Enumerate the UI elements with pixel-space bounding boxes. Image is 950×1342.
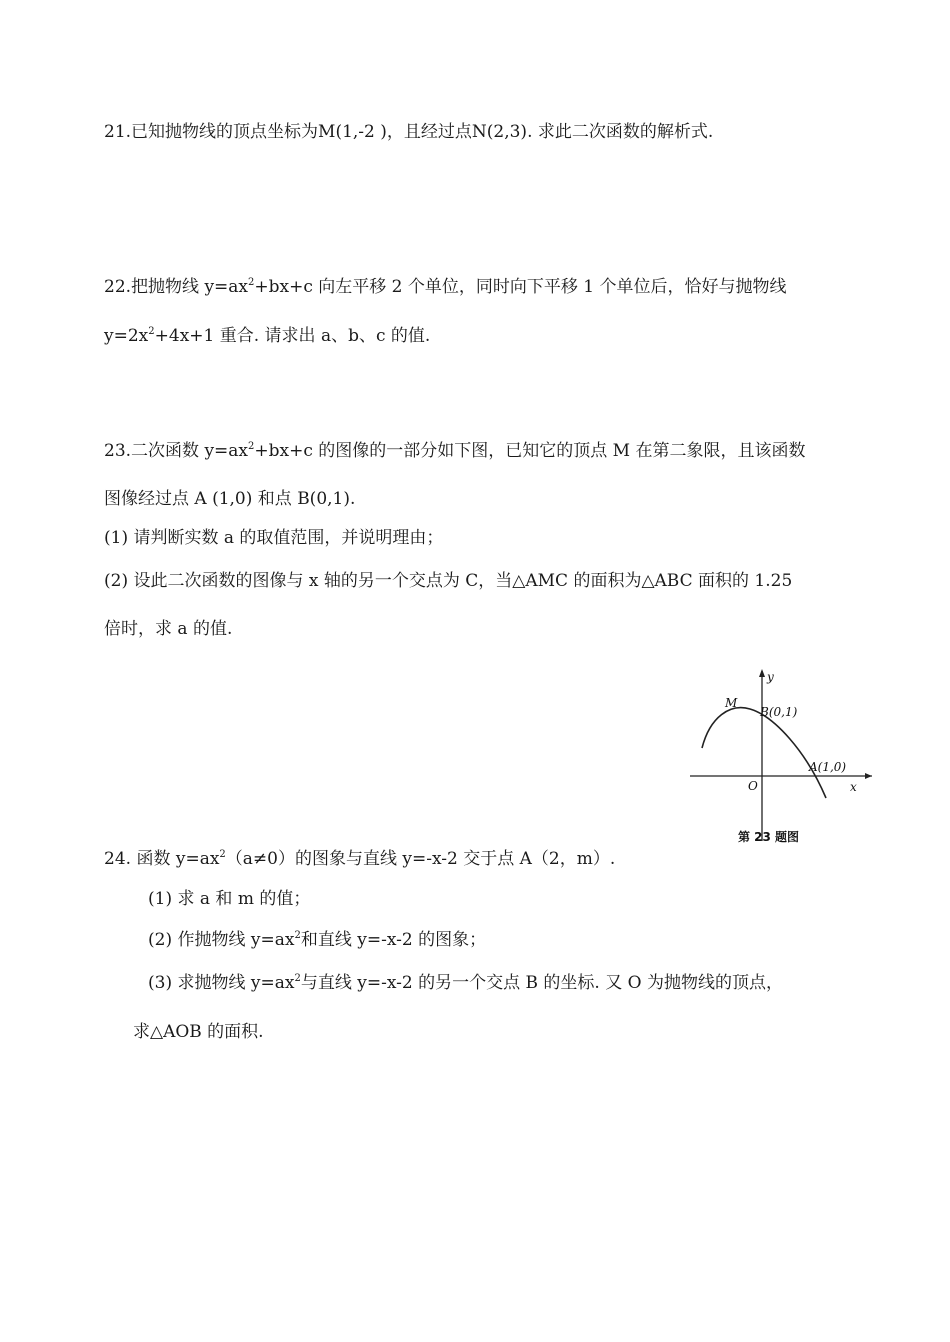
x-axis-arrow (865, 773, 872, 779)
parabola-graph (688, 665, 878, 850)
question-24-line-1 (104, 848, 615, 870)
q23-text-b: +bx+c 的图像的一部分如下图，已知它的顶点 M 在第二象限，且该函数 (254, 441, 806, 461)
question-24-part-3 (148, 972, 783, 994)
q24-part2-superscript: 2 (294, 930, 301, 941)
question-23-part-2-cont: 倍时，求 a 的值. (104, 619, 233, 639)
question-21-text: 21.已知抛物线的顶点坐标为M(1,-2 )，且经过点N(2,3). 求此二次函数的解析式. (104, 122, 714, 142)
question-21 (104, 121, 713, 143)
q24-superscript: 2 (219, 849, 226, 860)
q23-superscript: 2 (248, 441, 255, 452)
q23-text-a: 23.二次函数 y=ax (104, 441, 249, 461)
question-22-line-2 (104, 325, 430, 347)
question-23-line-1 (104, 440, 806, 462)
q24-text-a: 24. 函数 y=ax (104, 849, 220, 869)
question-24-part-2 (148, 929, 486, 951)
question-23-figure (688, 665, 878, 850)
question-23-part-1: (1) 请判断实数 a 的取值范围，并说明理由； (104, 528, 444, 548)
label-origin: O (748, 779, 758, 793)
figure-caption: 第 23 题图 (738, 830, 800, 844)
q22-line2-superscript: 2 (148, 326, 155, 337)
question-23-part-2: (2) 设此二次函数的图像与 x 轴的另一个交点为 C，当△AMC 的面积为△ABC 面积的 1.25 (104, 571, 793, 591)
q24-part2-text-a: (2) 作抛物线 y=ax (148, 930, 295, 950)
q22-line2-text-a: y=2x (104, 326, 149, 346)
label-vertex-m: M (725, 696, 738, 710)
q22-superscript: 2 (248, 277, 255, 288)
label-y: y (767, 670, 774, 684)
question-24-part-3-cont: 求△AOB 的面积. (133, 1022, 264, 1042)
question-23-line-2: 图像经过点 A (1,0) 和点 B(0,1). (104, 489, 356, 509)
q24-text-b: （a≠0）的图象与直线 y=-x-2 交于点 A（2，m）. (225, 849, 616, 869)
q22-line2-text-b: +4x+1 重合. 请求出 a、b、c 的值. (154, 326, 431, 346)
y-axis-arrow (759, 669, 765, 677)
label-point-b: B(0,1) (760, 705, 798, 719)
q24-part3-text-b: 与直线 y=-x-2 的另一个交点 B 的坐标. 又 O 为抛物线的顶点， (300, 973, 783, 993)
q22-text-b: +bx+c 向左平移 2 个单位，同时向下平移 1 个单位后，恰好与抛物线 (254, 277, 787, 297)
question-22-line-1 (104, 276, 787, 298)
q24-part2-text-b: 和直线 y=-x-2 的图象； (300, 930, 487, 950)
q24-part3-superscript: 2 (294, 973, 301, 984)
label-x: x (850, 780, 857, 794)
label-point-a: A(1,0) (809, 760, 847, 774)
q24-part3-text-a: (3) 求抛物线 y=ax (148, 973, 295, 993)
q22-text-a: 22.把抛物线 y=ax (104, 277, 249, 297)
question-24-part-1: (1) 求 a 和 m 的值； (148, 889, 311, 909)
parabola-curve (702, 708, 826, 798)
